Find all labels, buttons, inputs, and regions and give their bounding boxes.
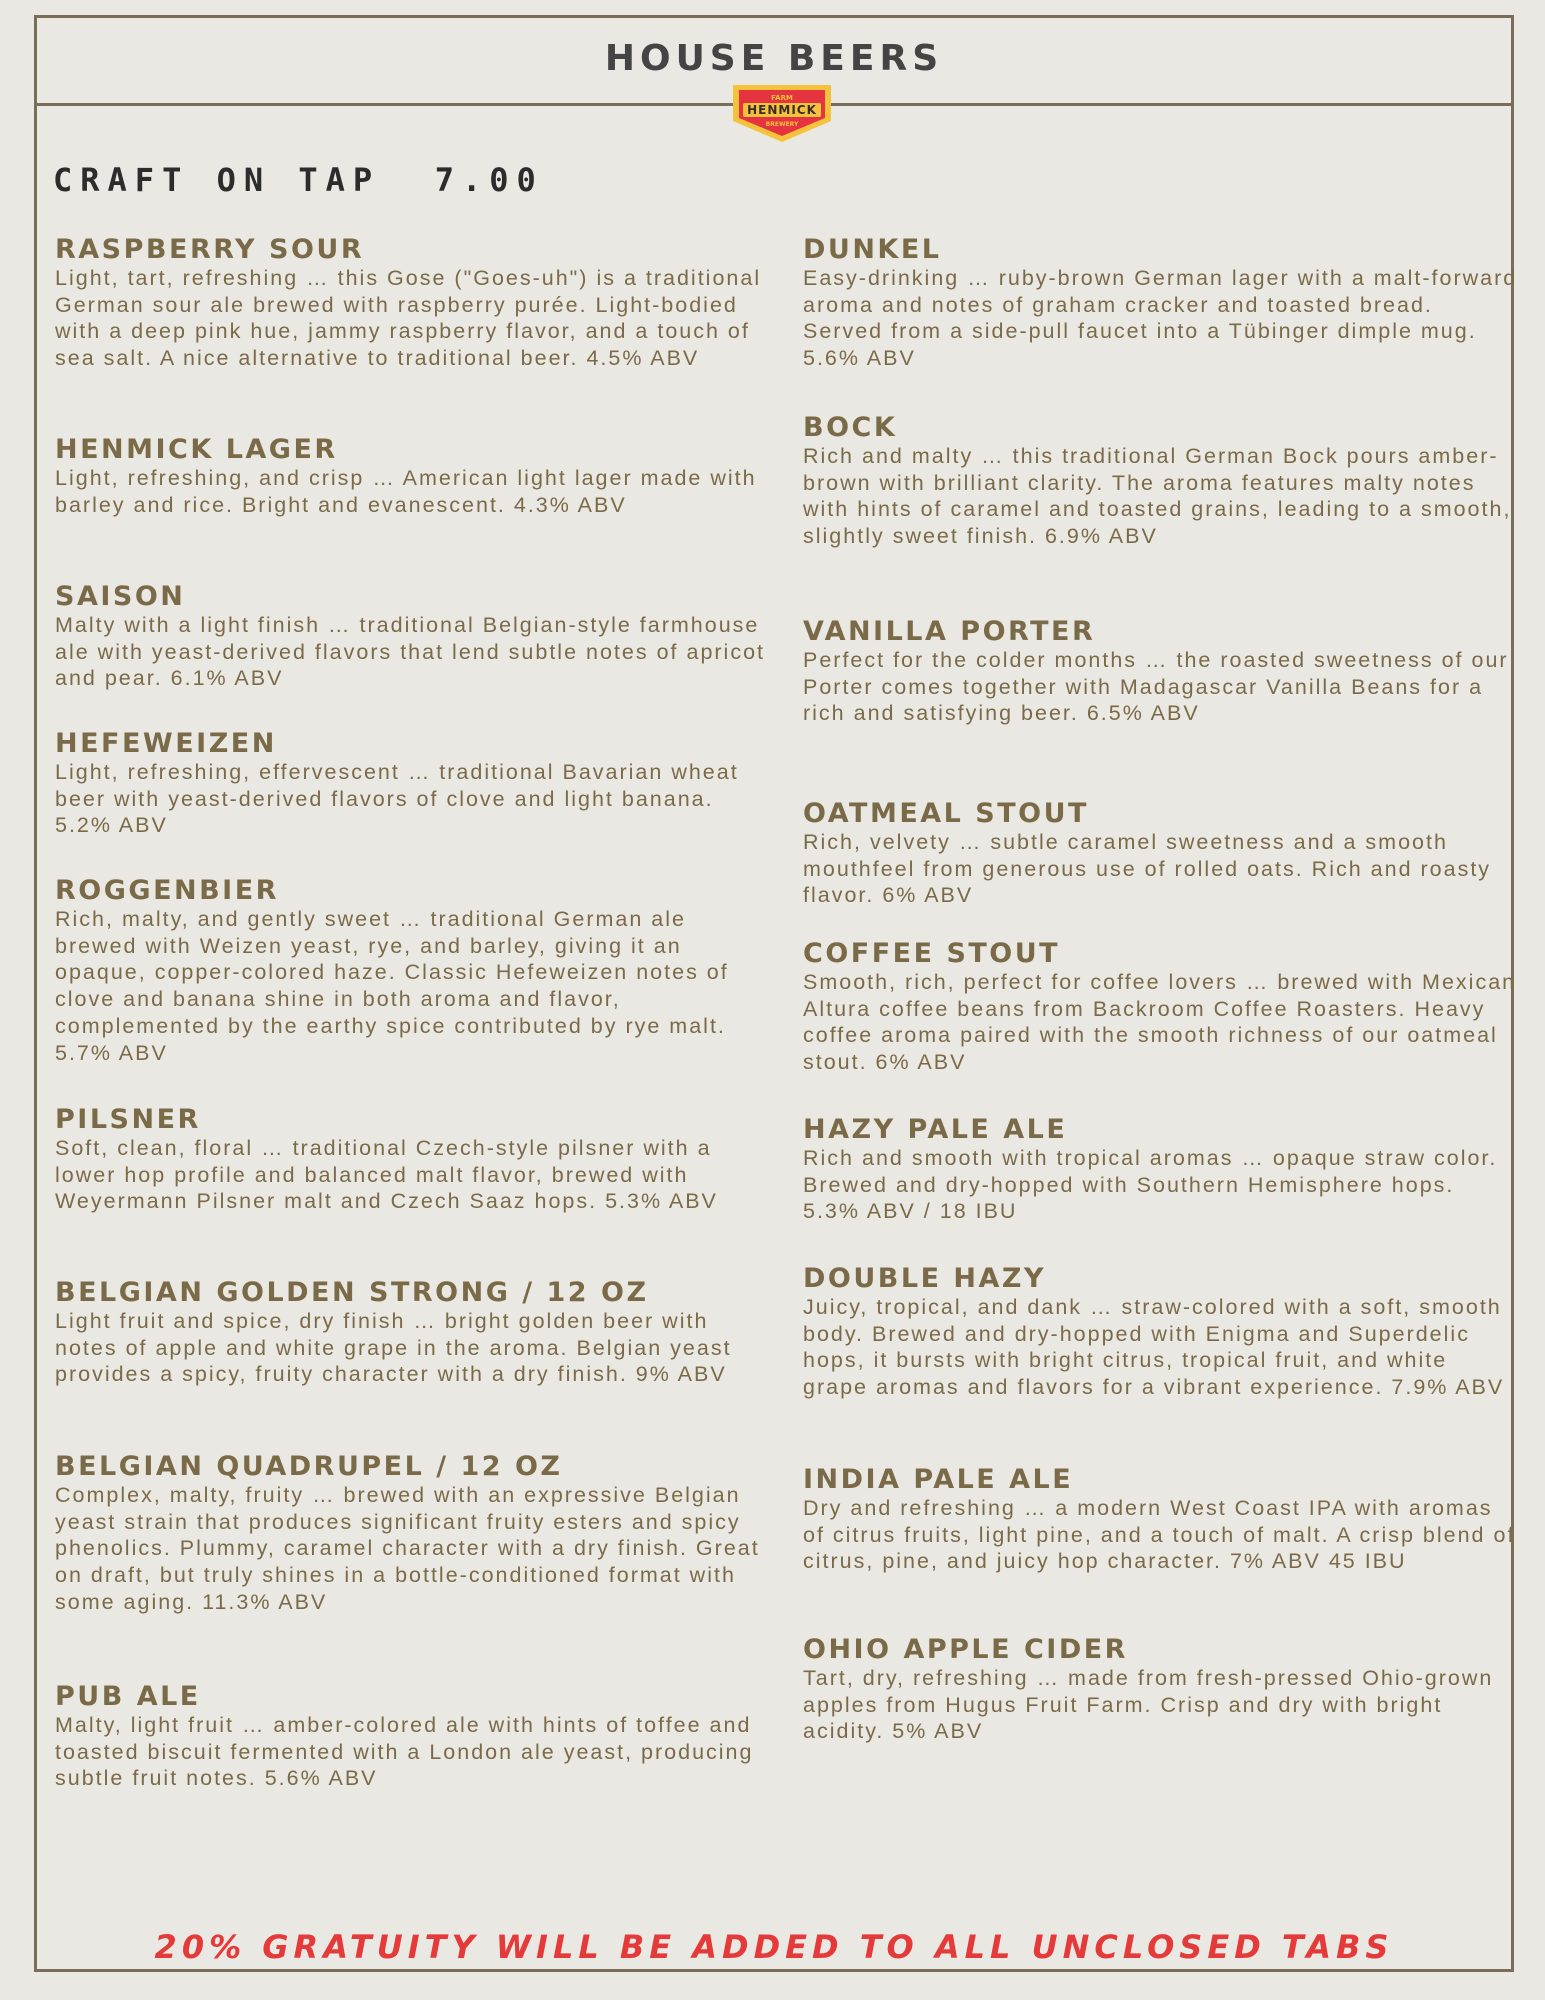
beer-description: Light, refreshing, and crisp … American light lager made with barley and rice. Bright and evanescent. 4.3% ABV	[55, 466, 757, 517]
beer-description: Complex, malty, fruity … brewed with an expressive Belgian yeast strain that produces significant fruity esters and spicy phenolics. Plummy, caramel character with a dry finish. Great on draft, but truly shines in a bottle-conditioned format with some aging. 11.3% ABV	[55, 1483, 760, 1614]
beer-name: INDIA PALE ALE	[803, 1464, 1074, 1495]
gratuity-notice: 20% GRATUITY WILL BE ADDED TO ALL UNCLOSED TABS	[154, 1928, 1394, 1966]
beer-name: BOCK	[803, 412, 898, 443]
beer-description: Dry and refreshing … a modern West Coast IPA with aromas of citrus fruits, light pine, and a touch of malt. A crisp blend of citrus, pine, and juicy hop character. 7% ABV 45 IBU	[803, 1496, 1516, 1574]
beer-description: Tart, dry, refreshing … made from fresh-pressed Ohio-grown apples from Hugus Fruit Farm. Crisp and dry with bright acidity. 5% ABV	[803, 1666, 1494, 1744]
beer-description: Rich, velvety … subtle caramel sweetness and a smooth mouthfeel from generous use of rolled oats. Rich and roasty flavor. 6% ABV	[803, 830, 1492, 908]
beer-name: DUNKEL	[803, 234, 942, 265]
page-title: HOUSE BEERS	[604, 38, 944, 79]
beer-description: Malty, light fruit … amber-colored ale with hints of toffee and toasted biscuit fermented with a London ale yeast, producing subtle fruit notes. 5.6% ABV	[55, 1713, 754, 1791]
section-title: CRAFT ON TAP 7.00	[53, 161, 544, 199]
beer-name: HAZY PALE ALE	[803, 1114, 1068, 1145]
beer-description: Perfect for the colder months … the roasted sweetness of our Porter comes together with Madagascar Vanilla Beans for a rich and satisfying beer. 6.5% ABV	[803, 648, 1509, 726]
beer-item	[55, 1105, 770, 1215]
beer-item	[55, 1682, 770, 1792]
beer-name: SAISON	[55, 581, 186, 612]
beer-item	[55, 435, 770, 518]
beer-name: BELGIAN QUADRUPEL / 12 OZ	[55, 1451, 563, 1482]
beer-name: HENMICK LAGER	[55, 434, 338, 465]
beer-name: BELGIAN GOLDEN STRONG / 12 OZ	[55, 1277, 649, 1308]
beer-name: COFFEE STOUT	[803, 938, 1061, 969]
beer-description: Rich and smooth with tropical aromas … opaque straw color. Brewed and dry-hopped with Southern Hemisphere hops. 5.3% ABV / 18 IBU	[803, 1146, 1498, 1224]
beer-item	[803, 235, 1518, 372]
beer-name: HEFEWEIZEN	[55, 728, 277, 759]
logo-name-text: HENMICK	[747, 103, 817, 117]
beer-item	[55, 1452, 770, 1616]
beer-name: RASPBERRY SOUR	[55, 234, 365, 265]
beer-name: PILSNER	[55, 1104, 201, 1135]
beer-item	[803, 1635, 1518, 1745]
beer-description: Malty with a light finish … traditional Belgian-style farmhouse ale with yeast-derived flavors that lend subtle notes of apricot and pear. 6.1% ABV	[55, 613, 766, 691]
brewery-logo	[727, 81, 837, 145]
beer-description: Juicy, tropical, and dank … straw-colored with a soft, smooth body. Brewed and dry-hopped with Enigma and Superdelic hops, it bursts with bright citrus, tropical fruit, and white grape aromas and flavors for a vibrant experience. 7.9% ABV	[803, 1295, 1505, 1400]
menu-frame	[34, 15, 1518, 1972]
beer-item	[803, 799, 1518, 909]
beer-name: DOUBLE HAZY	[803, 1263, 1047, 1294]
beer-item	[803, 1264, 1518, 1401]
beer-item	[55, 729, 770, 839]
beer-item	[803, 939, 1518, 1076]
beer-item	[803, 617, 1518, 727]
beer-item	[803, 413, 1518, 550]
beer-item	[55, 1278, 770, 1388]
beer-name: OATMEAL STOUT	[803, 798, 1089, 829]
beer-description: Rich and malty … this traditional German Bock pours amber-brown with brilliant clarity. The aroma features malty notes with hints of caramel and toasted grains, leading to a smooth, slightly sweet finish. 6.9% ABV	[803, 444, 1512, 549]
beer-item	[803, 1465, 1518, 1575]
beer-item	[55, 235, 770, 372]
beer-item	[55, 876, 770, 1066]
beer-description: Rich, malty, and gently sweet … traditional German ale brewed with Weizen yeast, rye, and barley, giving it an opaque, copper-colored haze. Classic Hefeweizen notes of clove and banana shine in both aroma and flavor, complemented by the earthy spice contributed by rye malt. 5.7% ABV	[55, 907, 729, 1065]
beer-description: Smooth, rich, perfect for coffee lovers … brewed with Mexican Altura coffee beans from Backroom Coffee Roasters. Heavy coffee aroma paired with the smooth richness of our oatmeal stout. 6% ABV	[803, 970, 1517, 1075]
beer-name: VANILLA PORTER	[803, 616, 1096, 647]
beer-name: ROGGENBIER	[55, 875, 279, 906]
beer-description: Soft, clean, floral … traditional Czech-style pilsner with a lower hop profile and balanced malt flavor, brewed with Weyermann Pilsner malt and Czech Saaz hops. 5.3% ABV	[55, 1136, 718, 1214]
beer-description: Light, refreshing, effervescent … traditional Bavarian wheat beer with yeast-derived flavors of clove and light banana. 5.2% ABV	[55, 760, 739, 838]
beer-name: PUB ALE	[55, 1681, 201, 1712]
beer-description: Light fruit and spice, dry finish … bright golden beer with notes of apple and white grape in the aroma. Belgian yeast provides a spicy, fruity character with a dry finish. 9% ABV	[55, 1309, 732, 1387]
beer-name: OHIO APPLE CIDER	[803, 1634, 1128, 1665]
beer-item	[55, 582, 770, 692]
logo-top-text: FARM	[771, 94, 793, 102]
beer-description: Light, tart, refreshing … this Gose ("Goes-uh") is a traditional German sour ale brewed with raspberry purée. Light-bodied with a deep pink hue, jammy raspberry flavor, and a touch of sea salt. A nice alternative to traditional beer. 4.5% ABV	[55, 266, 762, 371]
logo-bottom-text: BREWERY	[765, 121, 799, 128]
beer-item	[803, 1115, 1518, 1225]
beer-description: Easy-drinking … ruby-brown German lager with a malt-forward aroma and notes of graham cracker and toasted bread. Served from a side-pull faucet into a Tübinger dimple mug. 5.6% ABV	[803, 266, 1518, 371]
